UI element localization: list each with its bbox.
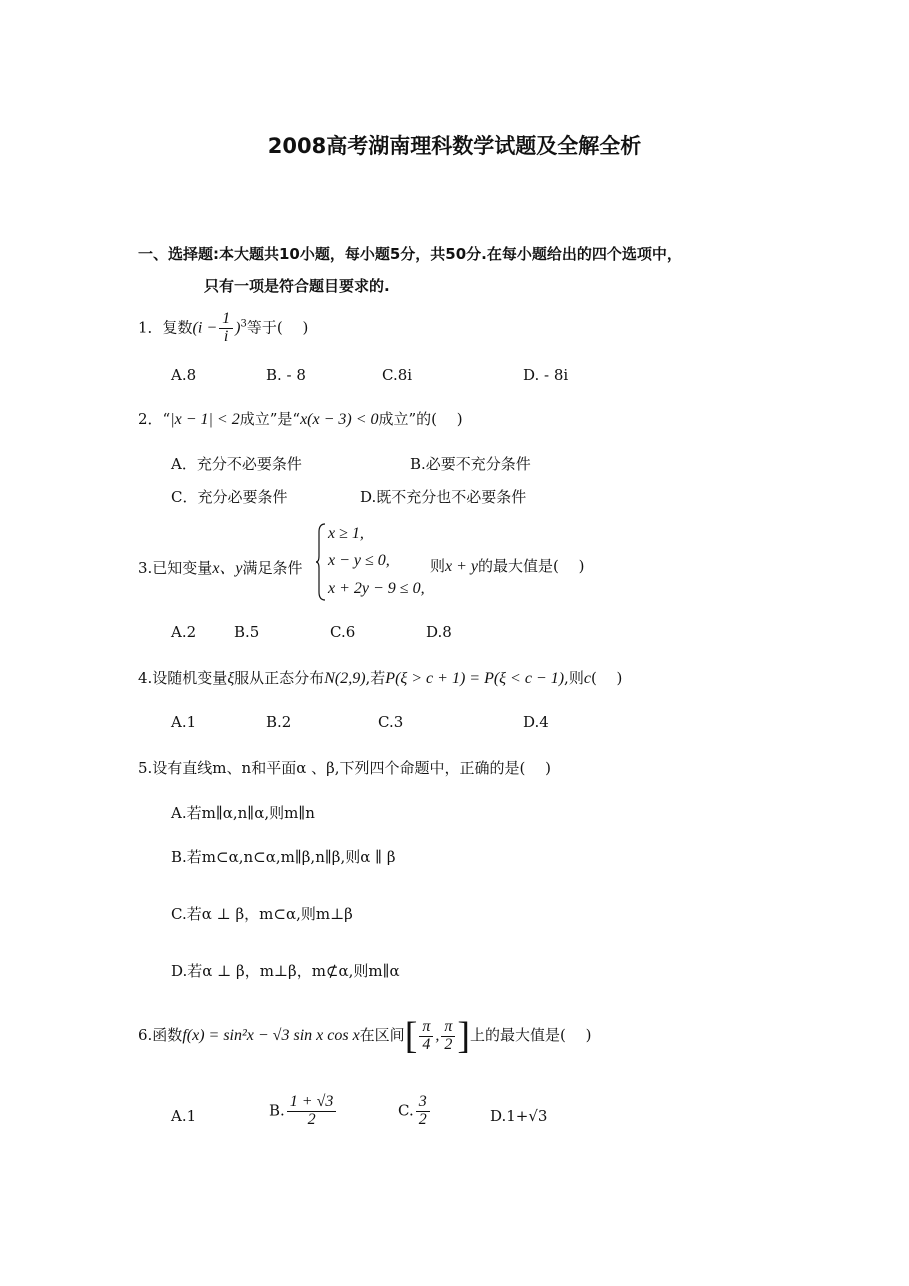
section-heading-line1: 一、选择题:本大题共10小题，每小题5分，共50分.在每小题给出的四个选项中， bbox=[138, 245, 682, 263]
q3-vars: x、y bbox=[212, 560, 243, 577]
q1-expr-close: ) bbox=[235, 319, 241, 337]
q6-option-b-prefix: B. bbox=[269, 1101, 285, 1120]
q3-stem-left bbox=[138, 555, 303, 578]
q6-option-c-fraction bbox=[416, 1094, 430, 1129]
q5-option-c: C.若α ⊥ β，m⊂α,则m⊥β bbox=[171, 905, 353, 923]
section-heading-line2: 只有一项是符合题目要求的. bbox=[204, 277, 390, 295]
q3-constraint-1: x ≥ 1, bbox=[328, 525, 364, 542]
q6-option-c-prefix: C. bbox=[398, 1101, 414, 1120]
question-6 bbox=[138, 1012, 592, 1059]
q3-option-b: B.5 bbox=[234, 623, 260, 641]
q5-option-d: D.若α ⊥ β，m⊥β，m⊄α,则m∥α bbox=[171, 962, 400, 980]
q1-prefix: 1．复数 bbox=[138, 318, 193, 337]
q6-option-c-numerator: 3 bbox=[416, 1094, 430, 1112]
q6-left-denominator: 4 bbox=[422, 1035, 431, 1053]
q4-if: ,若 bbox=[365, 669, 386, 687]
q6-interval-left bbox=[419, 1019, 433, 1054]
q3-prefix: 3.已知变量 bbox=[138, 559, 213, 577]
q3-suffix: 的最大值是( ) bbox=[478, 557, 585, 575]
q2-option-d: D.既不充分也不必要条件 bbox=[360, 488, 527, 506]
q6-interval-label: 在区间 bbox=[359, 1026, 405, 1044]
q1-suffix: 等于( ) bbox=[246, 318, 309, 337]
q4-prefix: 4.设随机变量 bbox=[138, 669, 228, 687]
q4-suffix: ( ) bbox=[590, 669, 623, 687]
q4-c: c bbox=[583, 670, 591, 687]
q6-option-c-denominator: 2 bbox=[418, 1110, 427, 1128]
q4-option-d: D.4 bbox=[523, 713, 549, 731]
q4-condition: P(ξ > c + 1) = P(ξ < c − 1) bbox=[385, 670, 565, 687]
q6-left-bracket-icon: [ bbox=[404, 1015, 418, 1057]
q4-option-b: B.2 bbox=[266, 713, 292, 731]
q1-option-a: A.8 bbox=[171, 366, 197, 384]
page-title: 2008高考湖南理科数学试题及全解全析 bbox=[267, 134, 642, 158]
q1-option-c: C.8i bbox=[382, 366, 413, 384]
q6-option-b-numerator: 1 + √3 bbox=[287, 1094, 337, 1112]
q5-option-b: B.若m⊂α,n⊂α,m∥β,n∥β,则α ∥ β bbox=[171, 848, 396, 866]
q6-option-d: D.1+√3 bbox=[490, 1107, 548, 1125]
q6-option-c bbox=[398, 1094, 432, 1129]
q1-frac-denominator: i bbox=[223, 327, 229, 345]
q2-option-b: B.必要不充分条件 bbox=[410, 455, 531, 473]
q6-comma-icon: , bbox=[435, 1027, 440, 1044]
question-4 bbox=[138, 667, 622, 688]
q6-prefix: 6.函数 bbox=[138, 1026, 183, 1044]
q5-option-a: A.若m∥α,n∥α,则m∥n bbox=[171, 804, 315, 822]
q1-fraction bbox=[219, 311, 233, 346]
q2-mid: 成立”是“ bbox=[239, 410, 301, 428]
q3-constraint-3: x + 2y − 9 ≤ 0, bbox=[328, 580, 425, 597]
q4-mid: 服从正态分布 bbox=[234, 669, 325, 687]
q2-option-a: A．充分不必要条件 bbox=[171, 455, 302, 473]
q3-option-a: A.2 bbox=[171, 623, 197, 641]
q1-option-b: B. - 8 bbox=[266, 366, 306, 384]
q3-brace-icon bbox=[315, 522, 327, 602]
q3-option-c: C.6 bbox=[330, 623, 356, 641]
q6-right-numerator: π bbox=[441, 1019, 455, 1037]
q4-xi: ξ bbox=[227, 670, 235, 687]
q2-option-c: C．充分必要条件 bbox=[171, 488, 288, 506]
q3-then: 则 bbox=[430, 557, 446, 575]
q1-frac-numerator: 1 bbox=[219, 311, 233, 329]
q1-option-d: D. - 8i bbox=[523, 366, 569, 384]
q2-expr: x(x − 3) < 0 bbox=[300, 411, 379, 428]
q4-option-a: A.1 bbox=[171, 713, 197, 731]
q3-objective: x + y bbox=[445, 558, 479, 575]
q6-right-denominator: 2 bbox=[444, 1035, 453, 1053]
q6-left-numerator: π bbox=[419, 1019, 433, 1037]
q6-function: f(x) = sin²x − √3 sin x cos x bbox=[182, 1027, 360, 1044]
q3-option-d: D.8 bbox=[426, 623, 452, 641]
q3-constraint-2: x − y ≤ 0, bbox=[328, 552, 390, 569]
q6-option-b bbox=[269, 1094, 338, 1129]
q6-suffix: 上的最大值是( ) bbox=[470, 1026, 592, 1044]
question-2 bbox=[138, 408, 463, 429]
q4-distribution: N(2,9) bbox=[324, 670, 366, 687]
q1-expr-open: (i − bbox=[192, 319, 218, 337]
q4-option-c: C.3 bbox=[378, 713, 404, 731]
q6-option-b-denominator: 2 bbox=[307, 1110, 316, 1128]
q2-prefix: 2．“ bbox=[138, 410, 171, 428]
q6-interval-right bbox=[441, 1019, 455, 1054]
q6-right-bracket-icon: ] bbox=[457, 1015, 471, 1057]
q6-option-b-fraction bbox=[287, 1094, 337, 1129]
q2-suffix: 成立”的( ) bbox=[378, 410, 463, 428]
q3-condition-label: 满足条件 bbox=[242, 559, 303, 577]
question-1 bbox=[138, 311, 308, 346]
q4-then: ,则 bbox=[564, 669, 584, 687]
q2-abs-expr: |x − 1| < 2 bbox=[170, 411, 240, 428]
q6-option-a: A.1 bbox=[171, 1107, 197, 1125]
question-5: 5.设有直线m、n和平面α 、β,下列四个命题中，正确的是( ) bbox=[138, 759, 552, 777]
q1-exponent: 3 bbox=[240, 318, 247, 330]
q3-stem-right bbox=[430, 555, 585, 576]
